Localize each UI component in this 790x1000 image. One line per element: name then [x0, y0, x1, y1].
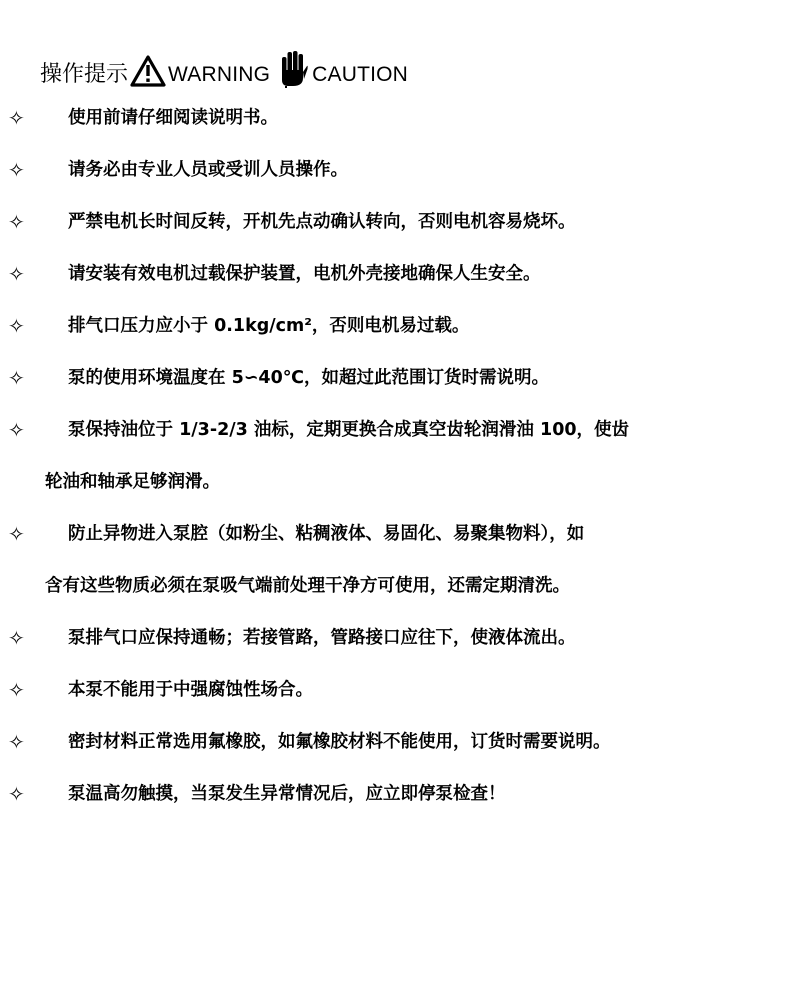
bullet-icon: ✧	[8, 678, 25, 702]
list-item	[0, 508, 790, 612]
list-item	[0, 716, 790, 768]
item-text: 泵温高勿触摸，当泵发生异常情况后，应立即停泵检查！	[68, 784, 506, 804]
bullet-icon: ✧	[8, 366, 25, 390]
bullet-icon: ✧	[8, 522, 25, 546]
list-item	[0, 144, 790, 196]
hand-stop-icon	[278, 50, 308, 88]
bullet-icon: ✧	[8, 158, 25, 182]
bullet-icon: ✧	[8, 262, 25, 286]
bullet-icon: ✧	[8, 210, 25, 234]
list-item	[0, 664, 790, 716]
item-text: 密封材料正常选用氟橡胶，如氟橡胶材料不能使用，订货时需要说明。	[68, 732, 611, 752]
item-text: 泵排气口应保持通畅；若接管路，管路接口应往下，使液体流出。	[68, 628, 576, 648]
header-title: 操作提示	[40, 62, 129, 87]
list-item	[0, 248, 790, 300]
item-text: 排气口压力应小于 0.1kg/cm²，否则电机易过载。	[68, 316, 470, 336]
item-text-continued: 轮油和轴承足够润滑。	[45, 472, 220, 492]
item-text: 请务必由专业人员或受训人员操作。	[68, 160, 348, 180]
item-text-continued: 含有这些物质必须在泵吸气端前处理干净方可使用，还需定期清洗。	[45, 576, 570, 596]
bullet-icon: ✧	[8, 730, 25, 754]
bullet-icon: ✧	[8, 314, 25, 338]
caution-list	[0, 92, 790, 820]
list-item	[0, 300, 790, 352]
list-item	[0, 196, 790, 248]
item-text: 严禁电机长时间反转，开机先点动确认转向，否则电机容易烧坏。	[68, 212, 576, 232]
item-text: 本泵不能用于中强腐蚀性场合。	[68, 680, 313, 700]
list-item	[0, 404, 790, 508]
bullet-icon: ✧	[8, 782, 25, 806]
bullet-icon: ✧	[8, 418, 25, 442]
list-item	[0, 768, 790, 820]
list-item	[0, 352, 790, 404]
item-text: 请安装有效电机过载保护装置，电机外壳接地确保人生安全。	[68, 264, 541, 284]
list-item	[0, 612, 790, 664]
caution-header	[40, 38, 408, 88]
item-text: 泵的使用环境温度在 5∽40℃，如超过此范围订货时需说明。	[68, 368, 549, 388]
item-text: 防止异物进入泵腔（如粉尘、粘稠液体、易固化、易聚集物料），如	[68, 524, 585, 544]
item-text: 泵保持油位于 1/3-2/3 油标，定期更换合成真空齿轮润滑油 100，使齿	[68, 420, 630, 440]
caution-label: CAUTION	[312, 63, 409, 86]
list-item	[0, 92, 790, 144]
bullet-icon: ✧	[8, 106, 25, 130]
warning-label: WARNING	[168, 63, 271, 86]
warning-triangle-icon	[130, 54, 166, 88]
item-text: 使用前请仔细阅读说明书。	[68, 108, 278, 128]
bullet-icon: ✧	[8, 626, 25, 650]
